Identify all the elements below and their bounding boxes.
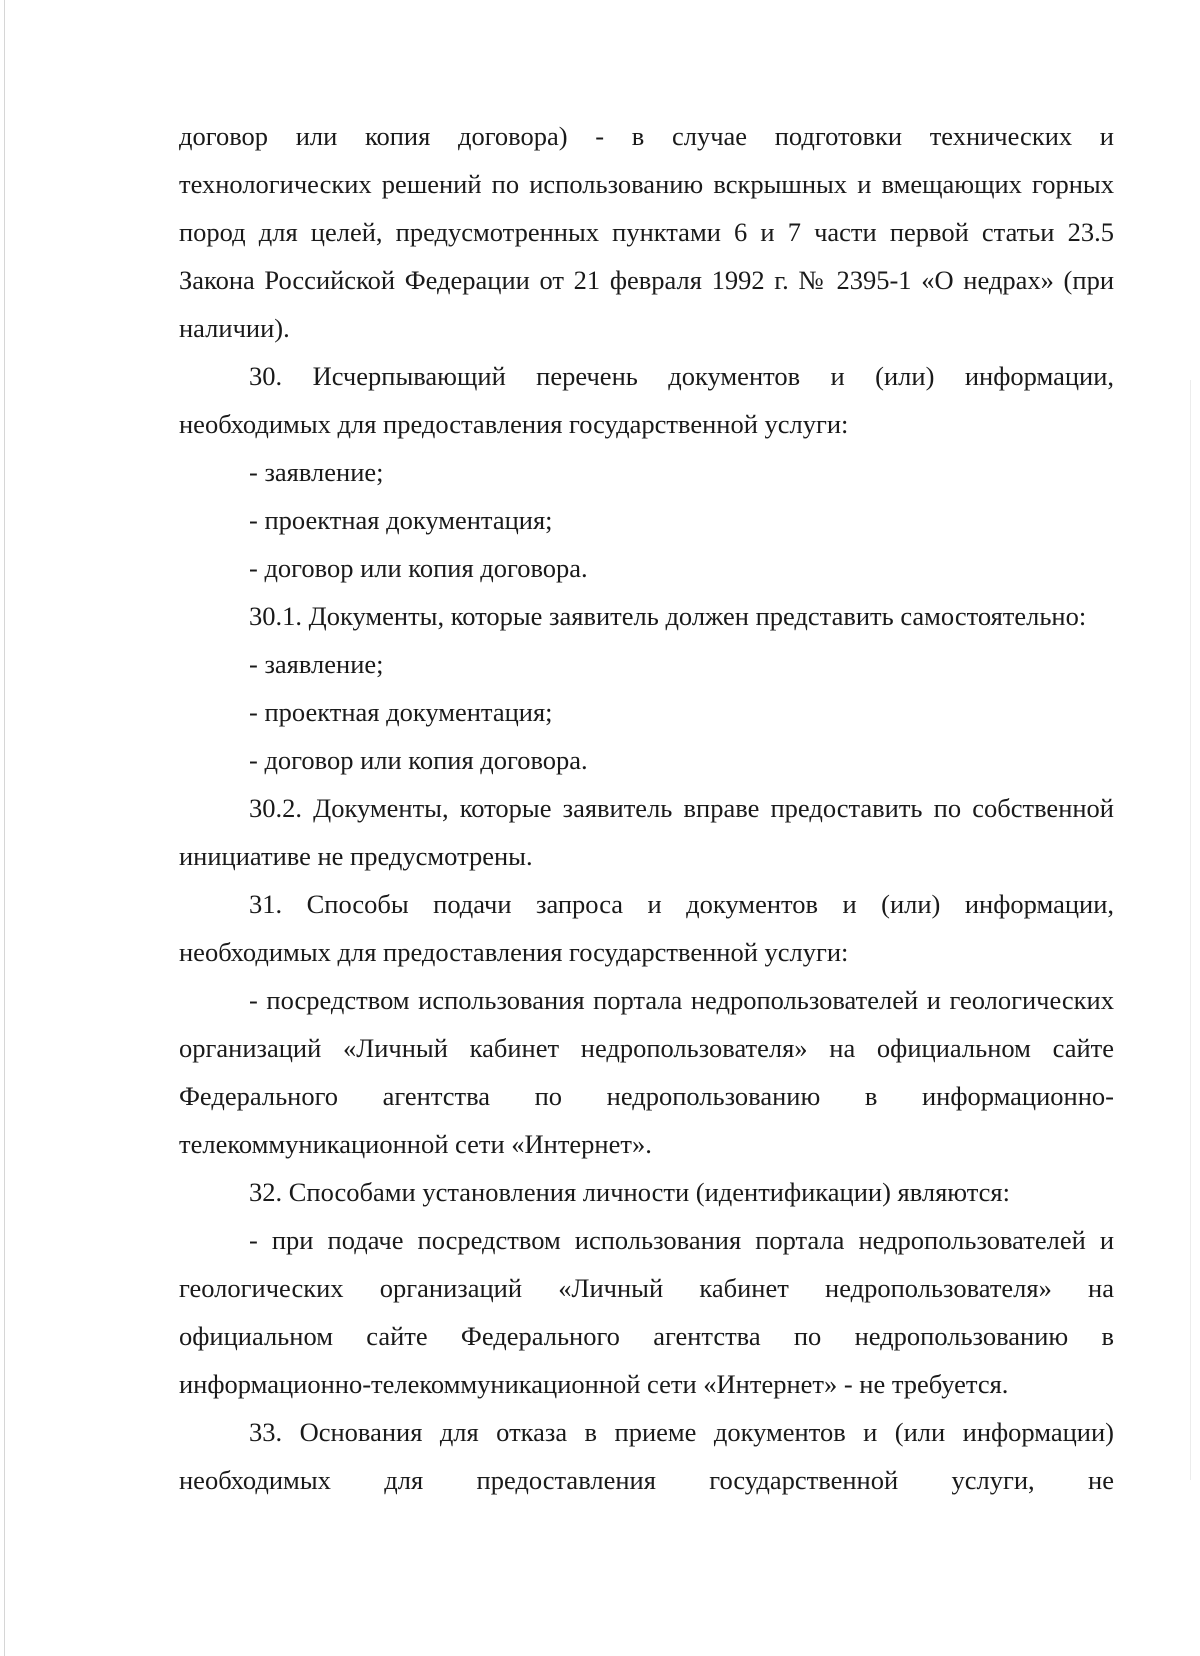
scan-edge-left	[4, 0, 5, 1656]
paragraph-31: 31. Способы подачи запроса и документов и (или) информации, необходимых для предоставления государственной услуги:	[179, 889, 1114, 967]
paragraph-32: 32. Способами установления личности (идентификации) являются:	[249, 1177, 1010, 1207]
paragraph-33: 33. Основания для отказа в приеме документов и (или информации) необходимых для предоставления государственной услуги, не	[179, 1417, 1114, 1495]
list-item: - договор или копия договора.	[249, 745, 588, 775]
list-item: - посредством использования портала недропользователей и геологических организаций «Личный кабинет недропользователя» на официальном сайте Федерального агентства по недропользованию в информационно-телекоммуникационной сети «Интернет».	[179, 985, 1114, 1159]
document-body	[179, 112, 1114, 1504]
scan-edge-right	[1190, 380, 1191, 1480]
list-item: - проектная документация;	[249, 697, 553, 727]
list-item: - заявление;	[249, 457, 384, 487]
paragraph-30-2: 30.2. Документы, которые заявитель вправе предоставить по собственной инициативе не предусмотрены.	[179, 793, 1114, 871]
list-item: - договор или копия договора.	[249, 553, 588, 583]
list-item: - проектная документация;	[249, 505, 553, 535]
list-item: - заявление;	[249, 649, 384, 679]
list-item: - при подаче посредством использования портала недропользователей и геологических организаций «Личный кабинет недропользователя» на официальном сайте Федерального агентства по недропользованию в информационно-телекоммуникационной сети «Интернет» - не требуется.	[179, 1225, 1114, 1399]
paragraph-30: 30. Исчерпывающий перечень документов и (или) информации, необходимых для предоставления государственной услуги:	[179, 361, 1114, 439]
paragraph-continuation: договор или копия договора) - в случае подготовки технических и технологических решений по использованию вскрышных и вмещающих горных пород для целей, предусмотренных пунктами 6 и 7 части первой статьи 23.5 Закона Российской Федерации от 21 февраля 1992 г. № 2395-1 «О недрах» (при наличии).	[179, 121, 1114, 343]
paragraph-30-1: 30.1. Документы, которые заявитель должен представить самостоятельно:	[249, 601, 1087, 631]
